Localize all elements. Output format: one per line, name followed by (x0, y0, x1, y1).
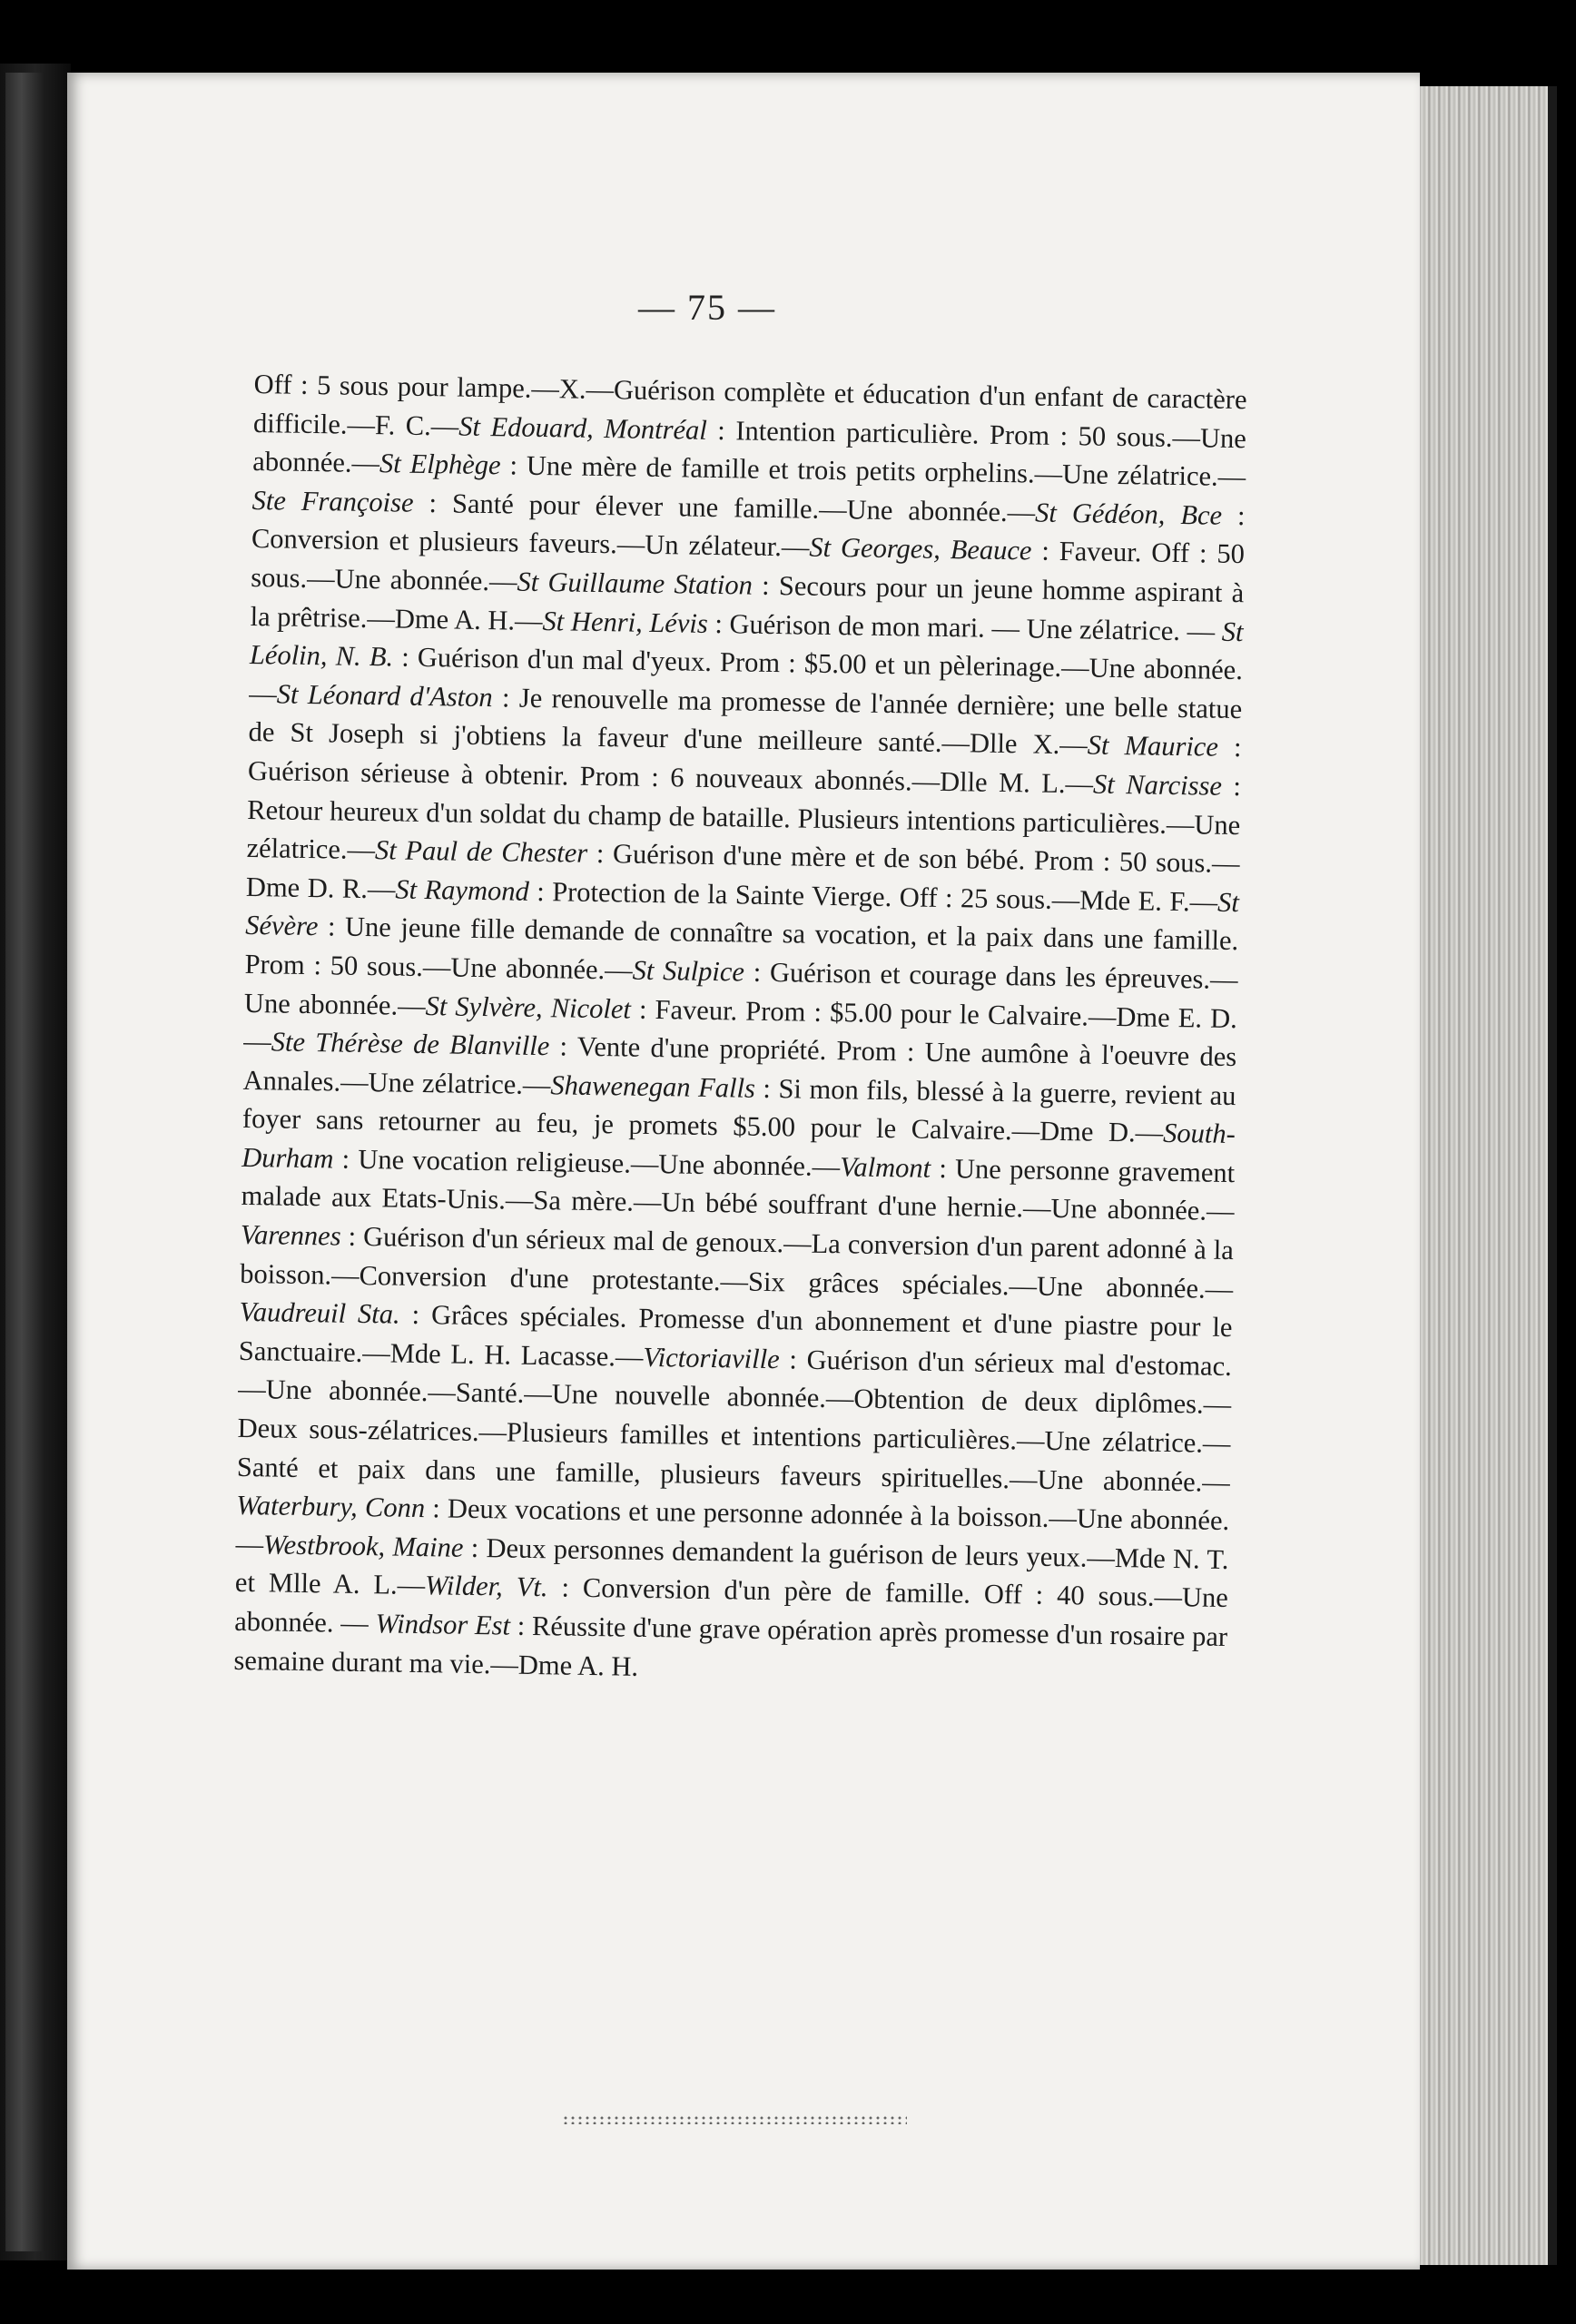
text-run: : Guérison sérieuse à obtenir. Prom : 6 nouveaux abonnés.—Dlle M. L.— (247, 732, 1242, 800)
text-run: : Réussite d'une grave opération après promesse d'un rosaire par semaine durant ma vie.—Dme A. H. (233, 1610, 1228, 1682)
text-run: : Santé pour élever une famille.—Une abonnée.— (413, 487, 1036, 528)
text-run: : Une jeune fille demande de connaître sa vocation, et la paix dans une famille. Prom : 50 sous.—Une abonnée.— (244, 911, 1239, 986)
paragraph (233, 365, 1247, 1695)
text-run: : Guérison d'un mal d'yeux. Prom : $5.00 et un pèlerinage.—Une abonnée.— (249, 641, 1244, 710)
text-run: : Je renouvelle ma promesse de l'année dernière; une belle statue de St Joseph si j'obtiens la faveur d'une meilleure santé.—Dlle X.— (248, 681, 1243, 761)
page-stack-edge (1412, 86, 1557, 2265)
place-name: Vaudreuil Sta. (239, 1296, 400, 1330)
text-run: Off : 5 sous pour lampe.—X.—Guérison complète et éducation d'un enfant de caractère difficile.—F. C.— (252, 368, 1247, 442)
place-name: St Léolin, N. B. (249, 615, 1244, 673)
text-run: : Secours pour un jeune homme aspirant à la prêtrise.—Dme A. H.— (250, 569, 1245, 636)
text-run: : Conversion et plusieurs faveurs.—Un zélateur.— (251, 499, 1246, 564)
text-run: : Guérison et courage dans les épreuves.—Une abonnée.— (243, 956, 1238, 1021)
text-run: : Une mère de famille et trois petits orphelins.—Une zélatrice.— (500, 449, 1246, 493)
place-name: Wilder, Vt. (424, 1570, 548, 1603)
text-run: : Vente d'une propriété. Prom : Une aumône à l'oeuvre des Annales.—Une zélatrice.— (242, 1030, 1237, 1100)
place-name: St Edouard, Montréal (458, 410, 708, 446)
place-name: Windsor Est (375, 1608, 511, 1641)
place-name: St Sylvère, Nicolet (425, 990, 632, 1025)
text-run: : Une personne gravement malade aux Etats-Unis.—Sa mère.—Un bébé souffrant d'une hernie.—Une abonnée.— (241, 1152, 1236, 1227)
text-run: : Guérison d'un sérieux mal d'estomac.—Une abonnée.—Santé.—Une nouvelle abonnée.—Obtention de deux diplômes.—Deux sous-zélatrices.—Plusieurs familles et intentions particulières.—Une zélatrice.—Santé et paix dans une famille, plusieurs faveurs spirituelles.—Une abonnée.— (236, 1344, 1233, 1498)
text-run: : Faveur. Off : 50 sous.—Une abonnée.— (251, 535, 1246, 597)
text-run: : Faveur. Prom : $5.00 pour le Calvaire.—Dme E. D.— (243, 993, 1238, 1058)
place-name: Ste Françoise (251, 484, 414, 518)
book-page (67, 73, 1420, 2270)
place-name: St Georges, Beauce (809, 532, 1032, 566)
text-run: : Si mon fils, blessé à la guerre, revient au foyer sans retourner au feu, je promets $5.00 pour le Calvaire.—Dme D.— (241, 1072, 1236, 1149)
place-name: Ste Thérèse de Blanville (271, 1026, 550, 1062)
place-name: St Maurice (1087, 729, 1219, 763)
text-run: : Conversion d'un père de famille. Off : 40 sous.—Une abonnée. — (233, 1571, 1229, 1640)
place-name: Westbrook, Maine (262, 1529, 464, 1563)
place-name: St Gédéon, Bce (1034, 497, 1223, 531)
text-run: : Grâces spéciales. Promesse d'un abonnement et d'une piastre pour le Sanctuaire.—Mde L. H. Lacasse.— (238, 1298, 1233, 1373)
place-name: St Elphège (379, 448, 501, 481)
place-name: Varennes (240, 1218, 341, 1252)
page-number: — 75 — (638, 287, 776, 328)
place-name: Valmont (839, 1151, 931, 1184)
place-name: Waterbury, Conn (236, 1490, 426, 1524)
text-run: : Une vocation religieuse.—Une abonnée.— (333, 1143, 841, 1183)
place-name: Victoriaville (643, 1341, 780, 1375)
text-run: : Intention particulière. Prom : 50 sous.—Une abonnée.— (252, 414, 1247, 479)
place-name: South-Durham (241, 1118, 1236, 1175)
text-run: : Retour heureux d'un soldat du champ de bataille. Plusieurs intentions particulières.—Une zélatrice.— (246, 770, 1242, 866)
place-name: Shawenegan Falls (550, 1068, 756, 1104)
body-text (233, 365, 1247, 1695)
left-page-edge (0, 64, 71, 2260)
text-run: : Deux personnes demandent la guérison de leurs yeux.—Mde N. T. et Mlle A. L.— (234, 1531, 1229, 1601)
place-name: St Narcisse (1092, 768, 1223, 802)
dotted-ornament (562, 2115, 907, 2124)
place-name: St Henri, Lévis (542, 605, 709, 639)
text-run: : Guérison d'une mère et de son bébé. Prom : 50 sous.—Dme D. R.— (245, 837, 1240, 905)
place-name: St Sulpice (632, 954, 745, 988)
text-run: : Deux vocations et une personne adonnée à la boisson.—Une abonnée.— (235, 1492, 1230, 1561)
text-run: : Guérison d'un sérieux mal de genoux.—La conversion d'un parent adonné à la boisson.—Conversion d'une protestante.—Six grâces spéciales.—Une abonnée.— (240, 1220, 1235, 1305)
text-run: : Protection de la Sainte Vierge. Off : 25 sous.—Mde E. F.— (528, 875, 1218, 918)
place-name: St Paul de Chester (374, 834, 588, 869)
text-run: : Guérison de mon mari. — Une zélatrice. — (707, 607, 1223, 647)
scan-bottom-border (0, 2270, 1576, 2324)
place-name: St Léonard d'Aston (276, 678, 493, 713)
place-name: St Raymond (395, 873, 530, 907)
place-name: St Guillaume Station (517, 566, 754, 601)
place-name: St Sévère (245, 886, 1240, 942)
